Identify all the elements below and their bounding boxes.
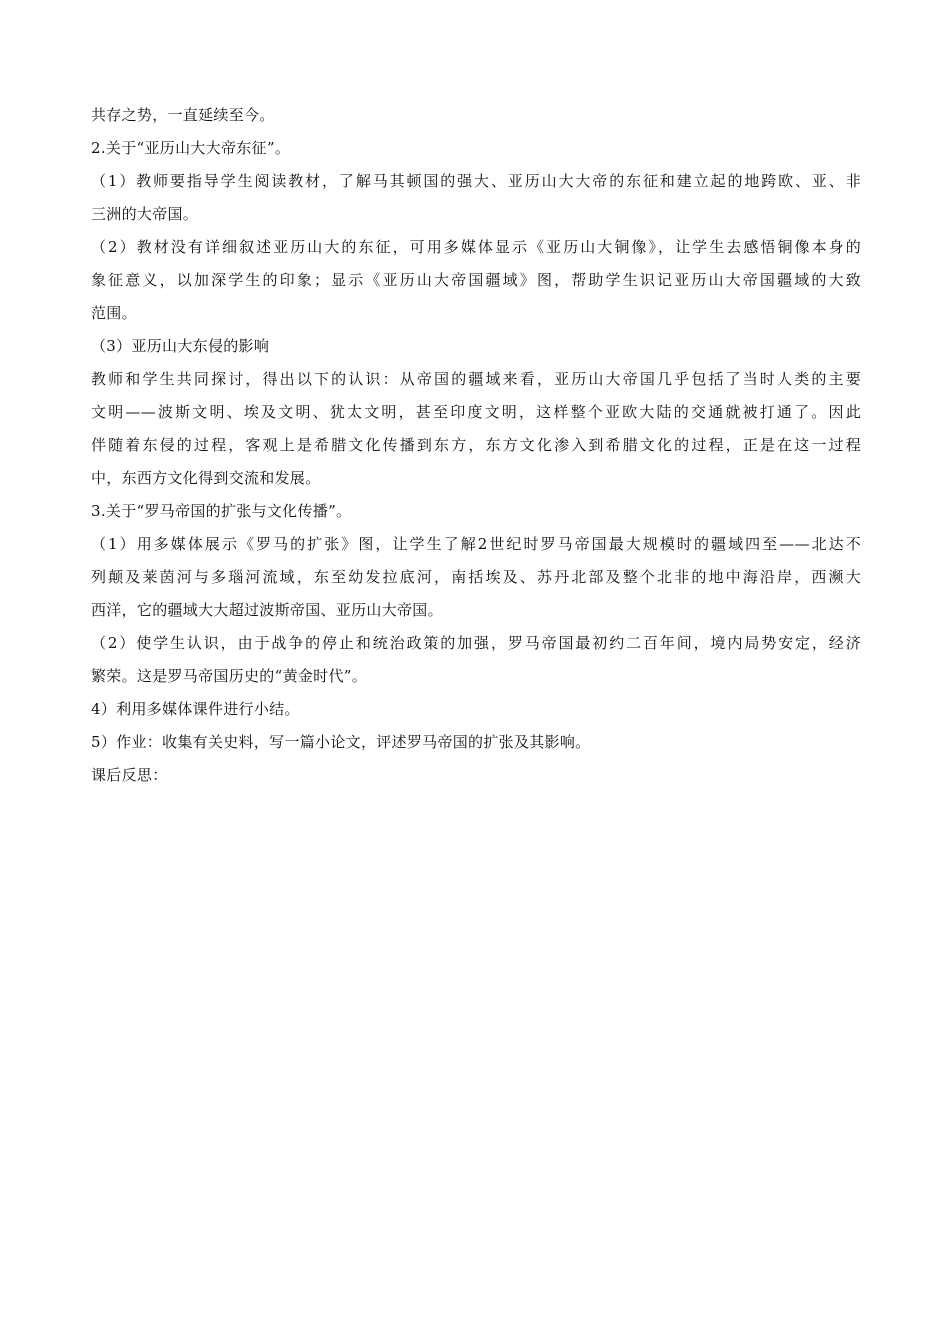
text-line: 三洲的大帝国。 (91, 205, 199, 223)
text-line: 列颠及莱茵河与多瑙河流域，东至幼发拉底河，南括埃及、苏丹北部及整个北非的地中海沿岸，西濒大 (91, 568, 861, 586)
section-heading: 2.关于“亚历山大大帝东征”。 (91, 139, 291, 157)
text-line: 西洋，它的疆域大大超过波斯帝国、亚历山大帝国。 (91, 601, 443, 619)
text-line: 教师和学生共同探讨，得出以下的认识：从帝国的疆域来看，亚历山大帝国几乎包括了当时人类的主要 (91, 370, 861, 388)
text-line: 5）作业：收集有关史料，写一篇小论文，评述罗马帝国的扩张及其影响。 (91, 733, 591, 751)
text-line: （1）教师要指导学生阅读教材，了解马其顿国的强大、亚历山大大帝的东征和建立起的地跨欧、亚、非 (91, 172, 861, 190)
text-line: （2）教材没有详细叙述亚历山大的东征，可用多媒体显示《亚历山大铜像》，让学生去感悟铜像本身的 (91, 238, 861, 256)
text-line: （2）使学生认识，由于战争的停止和统治政策的加强，罗马帝国最初约二百年间，境内局势安定，经济 (91, 634, 861, 652)
text-line: 伴随着东侵的过程，客观上是希腊文化传播到东方，东方文化渗入到希腊文化的过程，正是在这一过程 (91, 436, 861, 454)
reflection-heading: 课后反思： (91, 766, 168, 784)
text-line: 中，东西方文化得到交流和发展。 (91, 469, 321, 487)
document-body (91, 99, 861, 792)
text-line: 4）利用多媒体课件进行小结。 (91, 700, 300, 718)
text-line: 文明——波斯文明、埃及文明、犹太文明，甚至印度文明，这样整个亚欧大陆的交通就被打通了。因此 (91, 403, 861, 421)
text-line: 繁荣。这是罗马帝国历史的“黄金时代”。 (91, 667, 368, 685)
text-line: 共存之势，一直延续至今。 (91, 106, 275, 124)
section-heading: 3.关于“罗马帝国的扩张与文化传播”。 (91, 502, 352, 520)
text-line: 范围。 (91, 304, 137, 322)
text-line: 象征意义，以加深学生的印象；显示《亚历山大帝国疆域》图，帮助学生识记亚历山大帝国疆域的大致 (91, 271, 861, 289)
text-line: （1）用多媒体展示《罗马的扩张》图，让学生了解2世纪时罗马帝国最大规模时的疆域四至——北达不 (91, 535, 861, 553)
subsection-heading: （3）亚历山大东侵的影响 (91, 337, 270, 355)
